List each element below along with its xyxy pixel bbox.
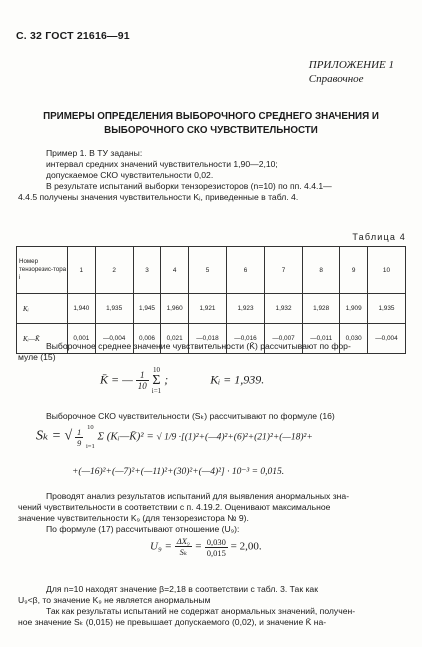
table-col-header: 4 bbox=[161, 247, 189, 294]
formula-17-lhs: U₉ = bbox=[150, 540, 172, 553]
formula-15-sum-symbol: Σ bbox=[152, 373, 161, 388]
table-cell: —0,004 bbox=[95, 324, 133, 354]
table-cell: 1,935 bbox=[95, 294, 133, 324]
appendix-block bbox=[309, 58, 394, 86]
formula-17-num2: 0,030 bbox=[206, 536, 226, 547]
formula-17 bbox=[150, 536, 262, 558]
table-row-label: Kᵢ bbox=[17, 294, 68, 324]
formula-16-sum-bottom: i=1 bbox=[86, 443, 95, 450]
formula-16-lhs: Sₖ = √ bbox=[36, 428, 73, 444]
formula-17-eq: = bbox=[194, 540, 203, 553]
formula-17-fraction-1 bbox=[175, 536, 192, 558]
table-cell: 1,960 bbox=[161, 294, 189, 324]
table-col-header: 10 bbox=[367, 247, 405, 294]
table-cell: 1,935 bbox=[367, 294, 405, 324]
analysis-line-2: чений чувствительности в соответствии с п. 4.19.2. Оценивают максимальное bbox=[18, 502, 331, 512]
formula-15-sum-top: 10 bbox=[152, 366, 160, 374]
mean-text-line-2: муле (15) bbox=[18, 352, 56, 362]
table-col-header: 5 bbox=[188, 247, 226, 294]
sko-text: Выборочное СКО чувствительности (Sₖ) рассчитывают по формуле (16) bbox=[46, 411, 335, 421]
table-cell: —0,004 bbox=[367, 324, 405, 354]
formula-15-sum-bottom: i=1 bbox=[151, 387, 162, 395]
table-col-header: 7 bbox=[265, 247, 303, 294]
formula-15-sum-tail: ; bbox=[164, 372, 169, 387]
intro-line-2: интервал средних значений чувствительности 1,90—2,10; bbox=[46, 159, 278, 169]
conclusion-line-1: Для n=10 находят значение β=2,18 в соответствии с табл. 3. Так как bbox=[46, 584, 318, 594]
conclusion-line-2: U₉<β, то значение K₉ не является анормальным bbox=[18, 595, 211, 605]
intro-line-4: В результате испытаний выборки тензорезисторов (n=10) по пп. 4.4.1— bbox=[46, 181, 332, 191]
formula-16-fraction bbox=[75, 427, 83, 448]
table-col-header: 2 bbox=[95, 247, 133, 294]
table-row bbox=[17, 294, 406, 324]
page-header: С. 32 ГОСТ 21616—91 bbox=[16, 30, 130, 42]
formula-16-line-2: +(—16)²+(—7)²+(—11)²+(30)²+(—4)²] · 10⁻³ = 0,015. bbox=[72, 467, 285, 477]
formula-17-result: = 2,00. bbox=[230, 540, 262, 553]
table-col-header: 6 bbox=[226, 247, 264, 294]
formula-17-fraction-2 bbox=[205, 537, 228, 558]
table-cell: —0,007 bbox=[265, 324, 303, 354]
formula-15-numerator: 1 bbox=[136, 370, 149, 381]
formula-16-sum-limits bbox=[86, 424, 95, 450]
table-header-row bbox=[17, 247, 406, 294]
formula-15-lhs: K̄ = — bbox=[100, 372, 133, 387]
table-cell: 1,932 bbox=[265, 294, 303, 324]
table-cell: 1,923 bbox=[226, 294, 264, 324]
appendix-subtitle: Справочное bbox=[308, 73, 364, 85]
intro-line-1: Пример 1. В ТУ заданы: bbox=[46, 148, 143, 158]
formula-16-rhs-line-1: √ 1/9 ·[(1)²+(—4)²+(6)²+(21)²+(—18)²+ bbox=[156, 432, 313, 443]
formula-15-fraction bbox=[136, 370, 149, 391]
table-col-header: 1 bbox=[68, 247, 96, 294]
table-cell: 0,006 bbox=[133, 324, 161, 354]
table-cell: —0,011 bbox=[303, 324, 340, 354]
intro-line-3: допускаемое СКО чувствительности 0,02. bbox=[46, 170, 214, 180]
table-cell: 1,928 bbox=[303, 294, 340, 324]
conclusion-line-3: Так как результаты испытаний не содержат анормальных значений, получен- bbox=[46, 606, 356, 616]
conclusion-line-4: ное значение Sₖ (0,015) не превышает допускаемого (0,02), и значение K̄ на- bbox=[18, 617, 327, 627]
formula-15 bbox=[100, 366, 264, 395]
table-row-label: Kᵢ—K̄ bbox=[17, 324, 68, 354]
table-cell: 1,909 bbox=[340, 294, 368, 324]
formula-17-den2: 0,015 bbox=[206, 547, 226, 558]
analysis-line-1: Проводят анализ результатов испытаний для выявления анормальных зна- bbox=[46, 491, 350, 501]
formula-16-line-1 bbox=[36, 424, 313, 450]
mean-text-line-1: Выборочное среднее значение чувствительности (K̄) рассчитывают по фор- bbox=[46, 341, 351, 351]
analysis-line-4: По формуле (17) рассчитывают отношение (U₉): bbox=[46, 524, 240, 534]
table-cell: —0,018 bbox=[188, 324, 226, 354]
formula-15-sum bbox=[152, 366, 161, 395]
formula-17-num: ΔX₉ bbox=[176, 536, 190, 546]
table-caption: Таблица 4 bbox=[352, 232, 406, 242]
table-col-header: 8 bbox=[303, 247, 340, 294]
formula-16-sum-top: 10 bbox=[87, 424, 94, 431]
table-cell: 1,940 bbox=[68, 294, 96, 324]
table-cell: 0,021 bbox=[161, 324, 189, 354]
formula-16-sum-expression: Σ (Kᵢ—K̄)² = bbox=[97, 430, 154, 443]
table-cell: 0,001 bbox=[68, 324, 96, 354]
table-col-header: 3 bbox=[133, 247, 161, 294]
table-cell: 1,945 bbox=[133, 294, 161, 324]
table-cell: 1,921 bbox=[188, 294, 226, 324]
formula-15-denominator: 10 bbox=[137, 381, 147, 391]
appendix-title: ПРИЛОЖЕНИЕ 1 bbox=[308, 59, 394, 71]
intro-line-5: 4.4.5 получены значения чувствительности Kᵢ, приведенные в табл. 4. bbox=[18, 192, 299, 202]
formula-17-den: Sₖ bbox=[179, 547, 187, 557]
formula-16-numerator: 1 bbox=[77, 426, 82, 437]
table-col-header: 9 bbox=[340, 247, 368, 294]
analysis-line-3: значение чувствительности K₉ (для тензорезистора № 9). bbox=[18, 513, 249, 523]
formula-16-denominator: 9 bbox=[77, 437, 82, 448]
formula-15-result: Kᵢ = 1,939. bbox=[210, 372, 265, 387]
table-header-label: Номер тензорезис-тора i bbox=[17, 247, 68, 294]
table-cell: 0,030 bbox=[340, 324, 368, 354]
section-title: ПРИМЕРЫ ОПРЕДЕЛЕНИЯ ВЫБОРОЧНОГО СРЕДНЕГО ЗНАЧЕНИЯ И ВЫБОРОЧНОГО СКО ЧУВСТВИТЕЛЬНОСТИ bbox=[43, 111, 379, 136]
table-cell: —0,016 bbox=[226, 324, 264, 354]
sensitivity-table bbox=[16, 246, 406, 354]
